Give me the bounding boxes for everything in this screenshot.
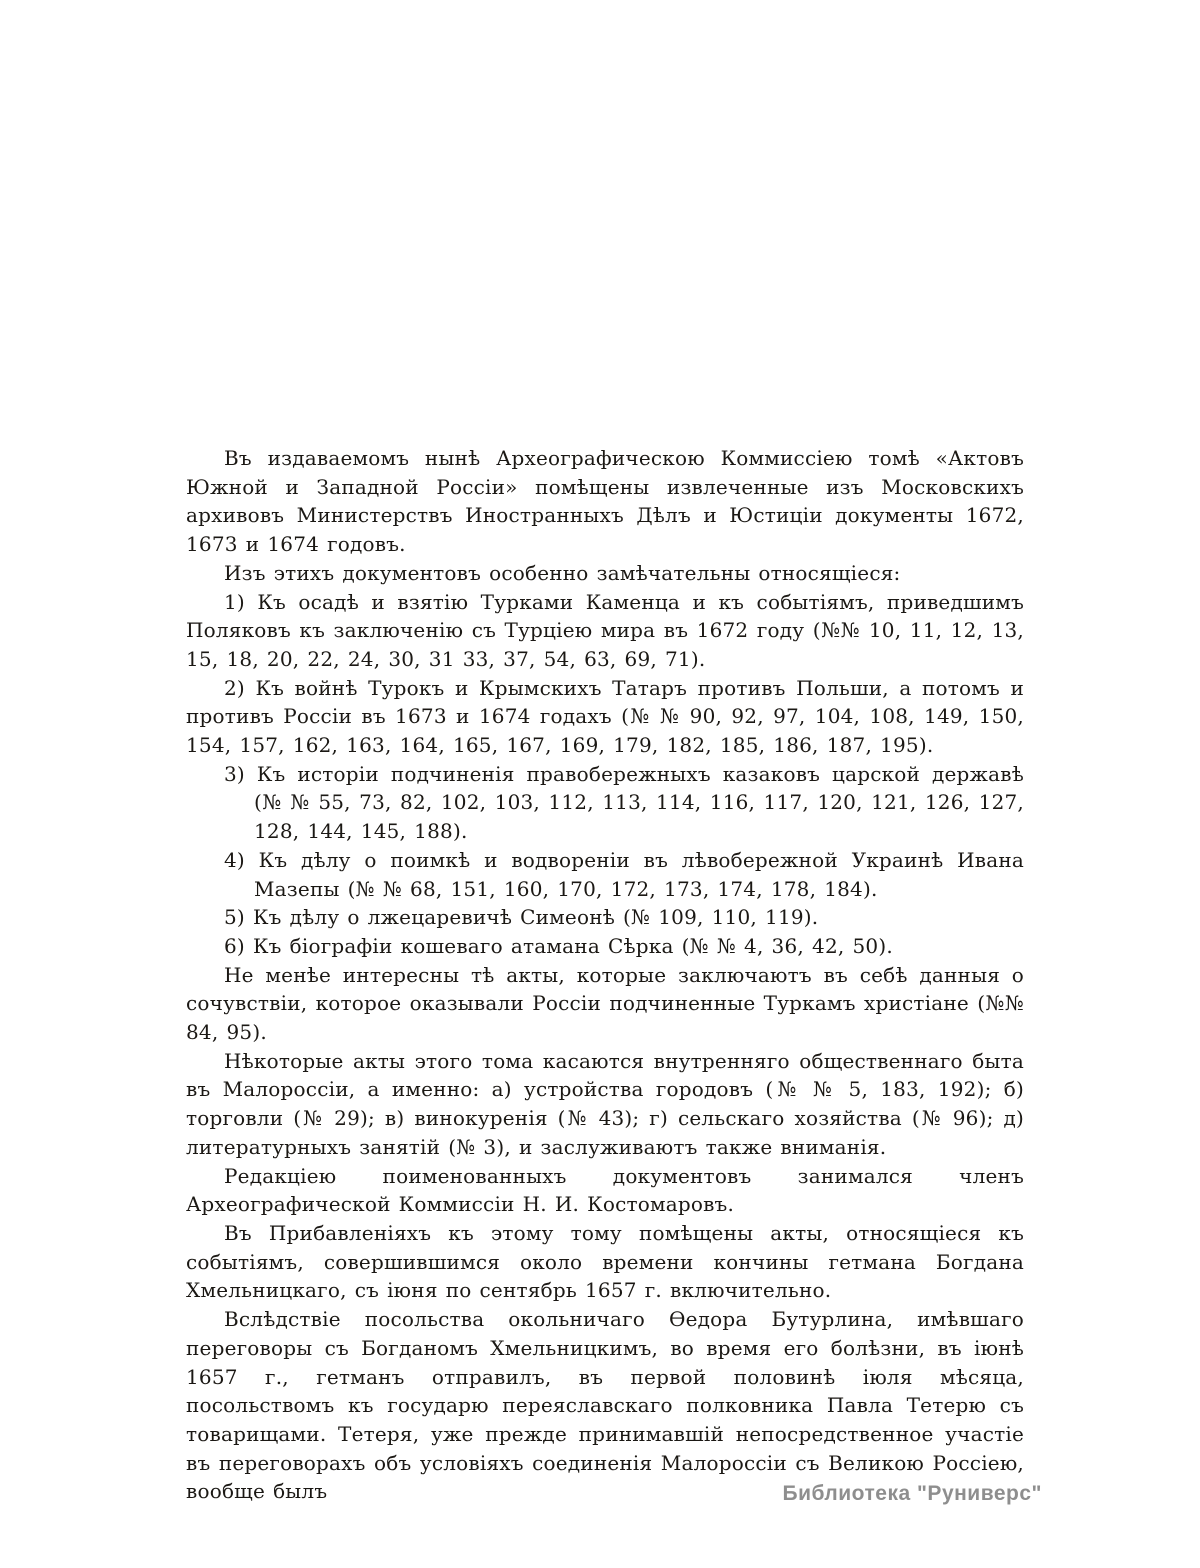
list-item-2: 2) Къ войнѣ Турокъ и Крымскихъ Татаръ противъ Польши, а потомъ и противъ Россіи въ 1673 и 1674 годахъ (№ № 90, 92, 97, 104, 108, 149, 150, 154, 157, 162, 163, 164, 165, 167, 169, 179, 182, 185, 186, 187, 195). (186, 675, 1024, 758)
text-block (186, 444, 1024, 1506)
list-item-5: 5) Къ дѣлу о лжецаревичѣ Симеонѣ (№ 109, 110, 119). (224, 905, 819, 930)
paragraph-editor: Редакціею поименованныхъ документовъ занимался членъ Археографической Коммиссіи Н. И. Костомаровъ. (186, 1163, 1024, 1217)
paragraph-intro: Въ издаваемомъ нынѣ Археографическою Коммиссіею томѣ «Актовъ Южной и Западной Россіи» помѣщены извлеченные изъ Московскихъ архивовъ Министерствъ Иностранныхъ Дѣлъ и Юстиціи документы 1672, 1673 и 1674 годовъ. (186, 446, 1024, 557)
list-item-3: 3) Къ исторіи подчиненія правобережныхъ казаковъ царской державѣ (№ № 55, 73, 82, 102, 103, 112, 113, 114, 116, 117, 120, 121, 126, 127, 128, 144, 145, 188). (224, 761, 1024, 844)
list-item-4: 4) Къ дѣлу о поимкѣ и водвореніи въ лѣвобережной Украинѣ Ивана Мазепы (№ № 68, 151, 160, 170, 172, 173, 174, 178, 184). (224, 847, 1024, 901)
paragraph-inner-life: Нѣкоторые акты этого тома касаются внутренняго общественнаго быта въ Малороссіи, а именно: а) устройства городовъ (№ № 5, 183, 192); б) торговли (№ 29); в) винокуренія (№ 43); г) сельскаго хозяйства (№ 96); д) литературныхъ занятій (№ 3), и заслуживаютъ также вниманія. (186, 1048, 1024, 1159)
paragraph-supplements: Въ Прибавленіяхъ къ этому тому помѣщены акты, относящіеся къ событіямъ, совершившимся около времени кончины гетмана Богдана Хмельницкаго, съ іюня по сентябрь 1657 г. включительно. (186, 1220, 1024, 1303)
list-item-6: 6) Къ біографіи кошеваго атамана Сѣрка (№ № 4, 36, 42, 50). (224, 933, 893, 958)
list-item-1: 1) Къ осадѣ и взятію Турками Каменца и къ событіямъ, приведшимъ Поляковъ къ заключенію съ Турціею мира въ 1672 году (№№ 10, 11, 12, 13, 15, 18, 20, 22, 24, 30, 31 33, 37, 54, 63, 69, 71). (186, 589, 1024, 671)
library-watermark: Библиотека "Руниверс" (782, 1482, 1042, 1505)
paragraph-sympathy: Не менѣе интересны тѣ акты, которые заключаютъ въ себѣ данныя о сочувствіи, которое оказывали Россіи подчиненные Туркамъ христіане (№№ 84, 95). (186, 962, 1024, 1045)
paragraph-lead-in: Изъ этихъ документовъ особенно замѣчательны относящіеся: (224, 560, 901, 585)
paragraph-embassy: Вслѣдствіе посольства окольничаго Ѳедора Бутурлина, имѣвшаго переговоры съ Богданомъ Хмельницкимъ, во время его болѣзни, въ іюнѣ 1657 г., гетманъ отправилъ, въ первой половинѣ іюля мѣсяца, посольствомъ къ государю переяславскаго полковника Павла Тетерю съ товарищами. Тетеря, уже прежде принимавшій непосредственное участіе въ переговорахъ объ условіяхъ соединенія Малороссіи съ Великою Россіею, вообще былъ (186, 1307, 1024, 1504)
